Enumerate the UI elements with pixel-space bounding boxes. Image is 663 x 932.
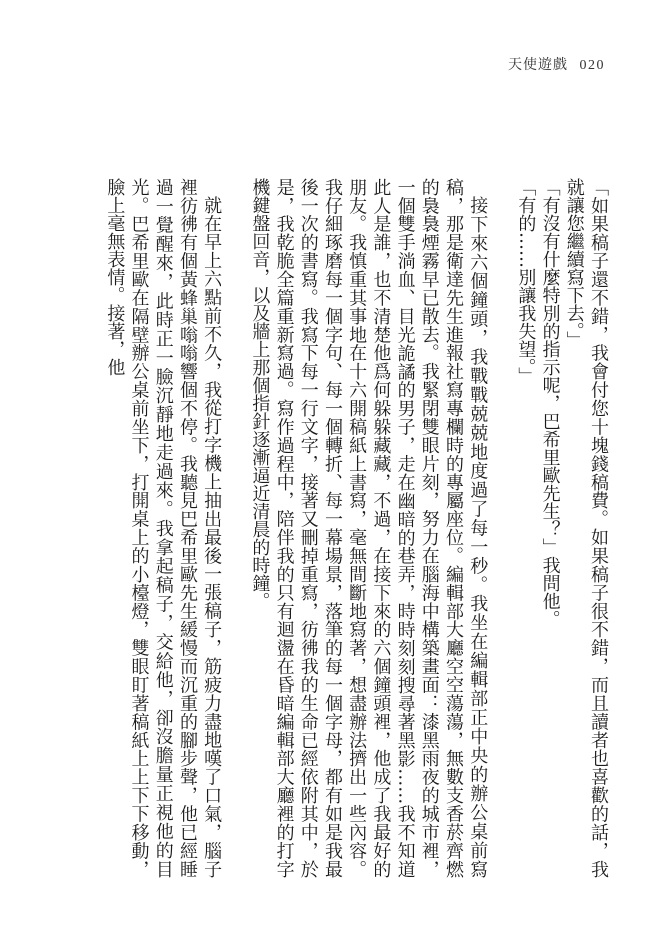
body-text <box>82 178 610 878</box>
paragraph-dialogue-answer: 「有的……別讓我失望。」 <box>515 178 537 385</box>
paragraph-spacer <box>223 178 247 878</box>
running-header <box>508 54 605 74</box>
paragraph-six-hours: 接下來六個鐘頭，我戰戰兢兢地度過了每一秒。我坐在編輯部正中央的辦公桌前寫稿，那是衛達先生進報社寫專欄時的專屬座位。編輯部大廳空空蕩蕩，無數支香菸齊燃的裊裊煙霧早已散去。我緊閉雙眼片刻，努力在腦海中構築畫面：漆黑雨夜的城市裡，一個雙手淌血、目光詭譎的男子，走在幽暗的巷弄，時時刻刻搜尋著黑影……我不知道此人是誰，也不清楚他爲何躲躲藏藏，不過，在接下來的六個鐘頭裡，他成了我最好的朋友。我慎重其事地在十六開稿紙上書寫，毫無間斷地寫著，想盡辦法擠出一些內容。我仔細琢磨每一個字句、每一個轉折、每一幕場景，落筆的每一個字母，都有如是我最後一次的書寫。我寫下每一行文字，接著又刪掉重寫，彷彿我的生命已經依附其中，於是，我乾脆全篇重新寫過。寫作過程中，陪伴我的只有迴盪在昏暗編輯部大廳裡的打字機鍵盤回音，以及牆上那個指針逐漸逼近清晨的時鐘。 <box>249 178 489 878</box>
paragraph-dialogue-question: 「有沒有什麼特別的指示呢，巴希里歐先生？」我問他。 <box>539 178 561 628</box>
paragraph-six-am: 就在早上六點前不久，我從打字機上抽出最後一張稿子，筋疲力盡地嘆了口氣，腦子裡彷彿有個黃蜂巢嗡嗡響個不停。我聽見巴希里歐先生緩慢而沉重的腳步聲，他已經睡過一覺醒來，此時正一臉沉靜地走過來。我拿起稿子，交給他，卻沒膽量正視他的目光。巴希里歐在隔壁辦公桌前坐下，打開桌上的小檯燈，雙眼盯著稿紙上上下下移動，臉上毫無表情。接著，他 <box>104 178 223 878</box>
paragraph-dialogue-payment: 「如果稿子還不錯，我會付您十塊錢稿費。如果稿子很不錯，而且讀者也喜歡的話，我就讓您繼續寫下去。」 <box>563 178 609 878</box>
running-header-title: 天使遊戲 <box>508 57 569 73</box>
page-number: 020 <box>579 58 605 73</box>
paragraph-spacer <box>489 178 513 878</box>
